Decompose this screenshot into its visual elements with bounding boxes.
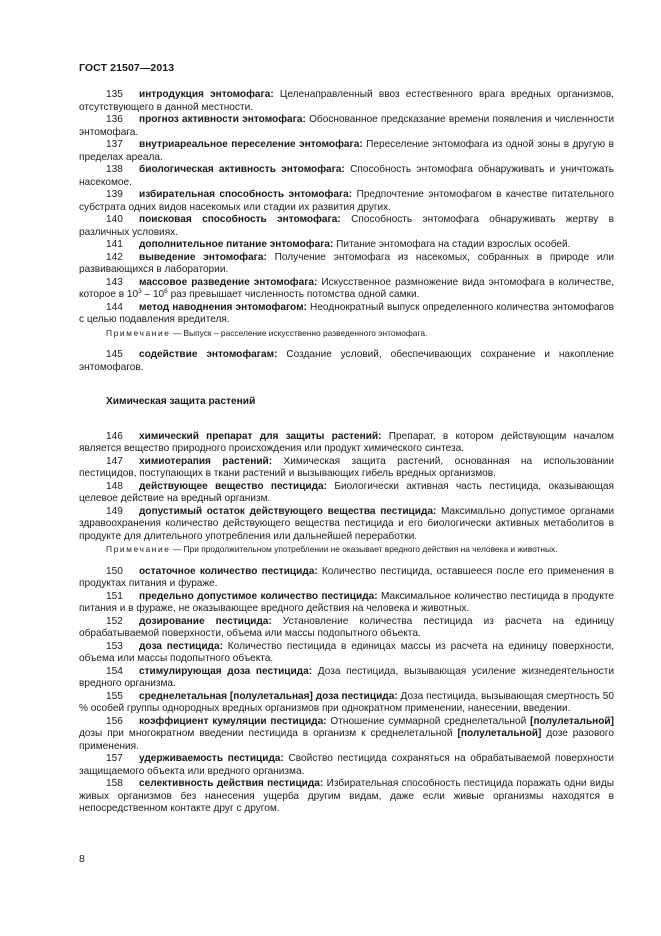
- entry-term: биологическая активность энтомофага:: [139, 164, 345, 175]
- term-entry-149: [79, 506, 614, 544]
- exponent: 3: [138, 288, 142, 295]
- entry-term: стимулирующая доза пестицида:: [139, 665, 313, 677]
- term-entry-135: [79, 89, 614, 114]
- entry-term: остаточное количество пестицида:: [139, 565, 318, 577]
- entry-number: 157: [106, 753, 123, 764]
- entry-definition: Максимально допустимое органами здравоохранения количество действующего вещества пестицида и его биологически активных метаболитов в продукте для длительного употребления или дальнейшей переработки.: [79, 505, 614, 542]
- entry-definition-part: Искусственное размножение вида энтомофага в количестве, которое в 10: [79, 276, 614, 300]
- entry-number: 142: [106, 251, 123, 263]
- exponent: 6: [164, 288, 168, 295]
- entry-bold-part: [полулетальной]: [530, 715, 614, 727]
- entry-term: поисковая способность энтомофага:: [139, 214, 341, 225]
- term-entry-151: [79, 591, 614, 616]
- entry-bold-part: [полулетальной]: [457, 728, 542, 739]
- term-entry-142: [79, 252, 614, 277]
- entry-number: 136: [106, 114, 123, 125]
- entry-number: 147: [106, 455, 123, 467]
- entry-definition: Количество пестицида, оставшееся после его применения в продуктах питания и фураже.: [79, 565, 614, 589]
- entry-number: 141: [106, 239, 123, 250]
- entry-term: дополнительное питание энтомофага:: [139, 239, 334, 250]
- entry-term: действующее вещество пестицида:: [139, 480, 327, 492]
- entry-definition: Избирательная способность пестицида поражать одни виды живых организмов без нанесения ущерба другим видам, даже если живые организмы находятся в непосредственном контакте друг с другом.: [79, 778, 614, 814]
- entry-term: содействие энтомофагам:: [139, 349, 278, 360]
- term-entry-144: [79, 302, 614, 327]
- entry-number: 149: [106, 505, 123, 517]
- term-entry-145: [79, 349, 614, 374]
- entry-term: удерживаемость пестицида:: [139, 753, 284, 764]
- entry-term: метод наводнения энтомофагом:: [139, 301, 307, 313]
- entries-group-d: [79, 753, 614, 816]
- entry-definition: Установление количества пестицида из расчета на единицу обрабатываемой поверхности, объема или массы подопытного объекта.: [79, 615, 614, 639]
- entry-definition: Доза пестицида, вызывающая усиление жизнедеятельности вредного организма.: [79, 665, 614, 689]
- term-entry-147: [79, 456, 614, 481]
- term-entry-139: [79, 189, 614, 214]
- entry-term: интродукция энтомофага:: [139, 89, 274, 100]
- entry-number: 138: [106, 164, 123, 175]
- entry-definition-part: раз превышает численность потомства одной самки.: [167, 289, 420, 300]
- entry-definition: Препарат, в котором действующим началом является вещество природного происхождения или продукт химического синтеза.: [79, 430, 614, 454]
- entry-number: 154: [106, 665, 123, 677]
- note-1: [79, 328, 614, 339]
- entry-definition: Создание условий, обеспечивающих сохранение и накопление энтомофагов.: [79, 349, 614, 373]
- entry-term: селективность действия пестицида:: [139, 778, 324, 789]
- term-entry-136: [79, 114, 614, 139]
- entry-term: доза пестицида:: [139, 640, 223, 652]
- entry-definition-part: Отношение суммарной среднелетальной: [326, 715, 531, 727]
- entry-number: 152: [106, 615, 123, 627]
- note-label: Примечание: [106, 327, 171, 338]
- entry-number: 140: [106, 214, 123, 225]
- entry-definition-part: – 10: [141, 289, 165, 300]
- term-entry-150: [79, 566, 614, 591]
- term-entry-138: [79, 164, 614, 189]
- term-entry-154: [79, 666, 614, 691]
- note-text: — Выпуск – расселение искусственно разведенного энтомофага.: [170, 327, 428, 338]
- term-entry-137: [79, 139, 614, 164]
- entry-number: 144: [106, 301, 123, 313]
- entry-term: химиотерапия растений:: [139, 455, 273, 467]
- entry-definition: Количество пестицида в единицах массы из расчета на единицу поверхности, объема или массы подопытного объекта.: [79, 640, 614, 664]
- entry-number: 150: [106, 565, 123, 577]
- term-entry-158: [79, 778, 614, 816]
- term-entry-157: [79, 753, 614, 778]
- entry-term: химический препарат для защиты растений:: [139, 430, 382, 442]
- entries-group-c: [79, 566, 614, 716]
- entry-definition: Свойство пестицида сохраняться на обрабатываемой поверхности защищаемого объекта или вредного организма.: [79, 753, 614, 777]
- entry-term: массовое разведение энтомофага:: [139, 276, 318, 288]
- entry-number: 139: [106, 189, 123, 200]
- entry-definition-part: дозе разового применения.: [79, 728, 614, 752]
- term-entry-152: [79, 616, 614, 641]
- entry-term: предельно допустимое количество пестицида:: [139, 590, 378, 602]
- entry-definition: Получение энтомофага из насекомых, собранных в природе или развивающихся в лаборатории.: [79, 251, 614, 275]
- term-entry-141: [79, 239, 614, 252]
- entries-group-a: [79, 89, 614, 277]
- entry-number: 155: [106, 690, 123, 702]
- entry-number: 145: [106, 349, 123, 360]
- entry-number: 158: [106, 778, 123, 789]
- entry-number: 153: [106, 640, 123, 652]
- entry-number: 146: [106, 430, 123, 442]
- note-label: Примечание: [106, 544, 171, 554]
- entry-term: прогноз активности энтомофага:: [139, 114, 306, 125]
- entry-definition: Химическая защита растений, основанная на использовании пестицидов, поступающих в ткани растений и вызывающих гибель вредных организмов.: [79, 455, 615, 479]
- term-entry-153: [79, 641, 614, 666]
- entry-term: коэффициент кумуляции пестицида:: [139, 715, 327, 727]
- entry-term: среднелетальная [полулетальная] доза пестицида:: [139, 690, 398, 702]
- entry-definition: Способность энтомофага обнаруживать и уничтожать насекомое.: [79, 164, 614, 188]
- entry-number: 151: [106, 590, 123, 602]
- entry-term: избирательная способность энтомофага:: [139, 189, 353, 200]
- note-2: [79, 544, 614, 555]
- term-entry-148: [79, 481, 614, 506]
- entry-number: 135: [106, 89, 123, 100]
- entry-term: допустимый остаток действующего вещества пестицида:: [139, 505, 437, 517]
- entries-group-b: [79, 431, 614, 544]
- entry-term: выведение энтомофага:: [139, 251, 267, 263]
- entry-definition: Предпочтение энтомофагом в качестве питательного субстрата одних видов насекомых или стадии их развития других.: [79, 189, 615, 213]
- entry-number: 148: [106, 480, 123, 492]
- document-body: [79, 89, 614, 816]
- entry-definition: Целенаправленный ввоз естественного врага вредных организмов, отсутствующего в данной местности.: [79, 89, 614, 113]
- entry-number: 156: [106, 715, 123, 727]
- term-entry-143: [79, 277, 614, 302]
- document-header: ГОСТ 21507—2013: [79, 62, 175, 74]
- entry-definition: Неоднократный выпуск определенного количества энтомофагов с целью подавления вредителя.: [79, 301, 614, 325]
- entry-definition: Биологически активная часть пестицида, оказывающая целевое действие на вредный организм.: [79, 480, 615, 504]
- entry-definition: Способность энтомофага обнаруживать жертву в различных условиях.: [79, 214, 614, 238]
- entry-number: 137: [106, 139, 123, 150]
- entry-definition-part: дозы при многократном введении пестицида в организм к среднелетальной: [79, 728, 458, 739]
- term-entry-156: [79, 716, 614, 754]
- entry-term: внутриареальное переселение энтомофага:: [139, 139, 363, 150]
- section-title: Химическая защита растений: [106, 396, 256, 407]
- term-entry-140: [79, 214, 614, 239]
- term-entry-146: [79, 431, 614, 456]
- entry-definition: Питание энтомофага на стадии взрослых особей.: [333, 239, 571, 250]
- entry-definition: Обоснованное предсказание времени появления и численности энтомофага.: [79, 114, 615, 138]
- term-entry-155: [79, 691, 614, 716]
- note-text: — При продолжительном употреблении не оказывает вредного действия на человека и животных.: [170, 544, 558, 554]
- entry-definition: Максимальное количество пестицида в продукте питания и в фураже, не оказывающее вредного действия на человека и животных.: [79, 590, 614, 614]
- entry-number: 143: [106, 276, 123, 288]
- entry-term: дозирование пестицида:: [139, 615, 272, 627]
- page-number: 8: [79, 853, 85, 865]
- entry-definition: Переселение энтомофага из одной зоны в другую в пределах ареала.: [79, 139, 614, 163]
- entry-definition: Доза пестицида, вызывающая смертность 50 % особей группы однородных вредных организмов при однократном применении, нанесении, введении.: [79, 690, 614, 714]
